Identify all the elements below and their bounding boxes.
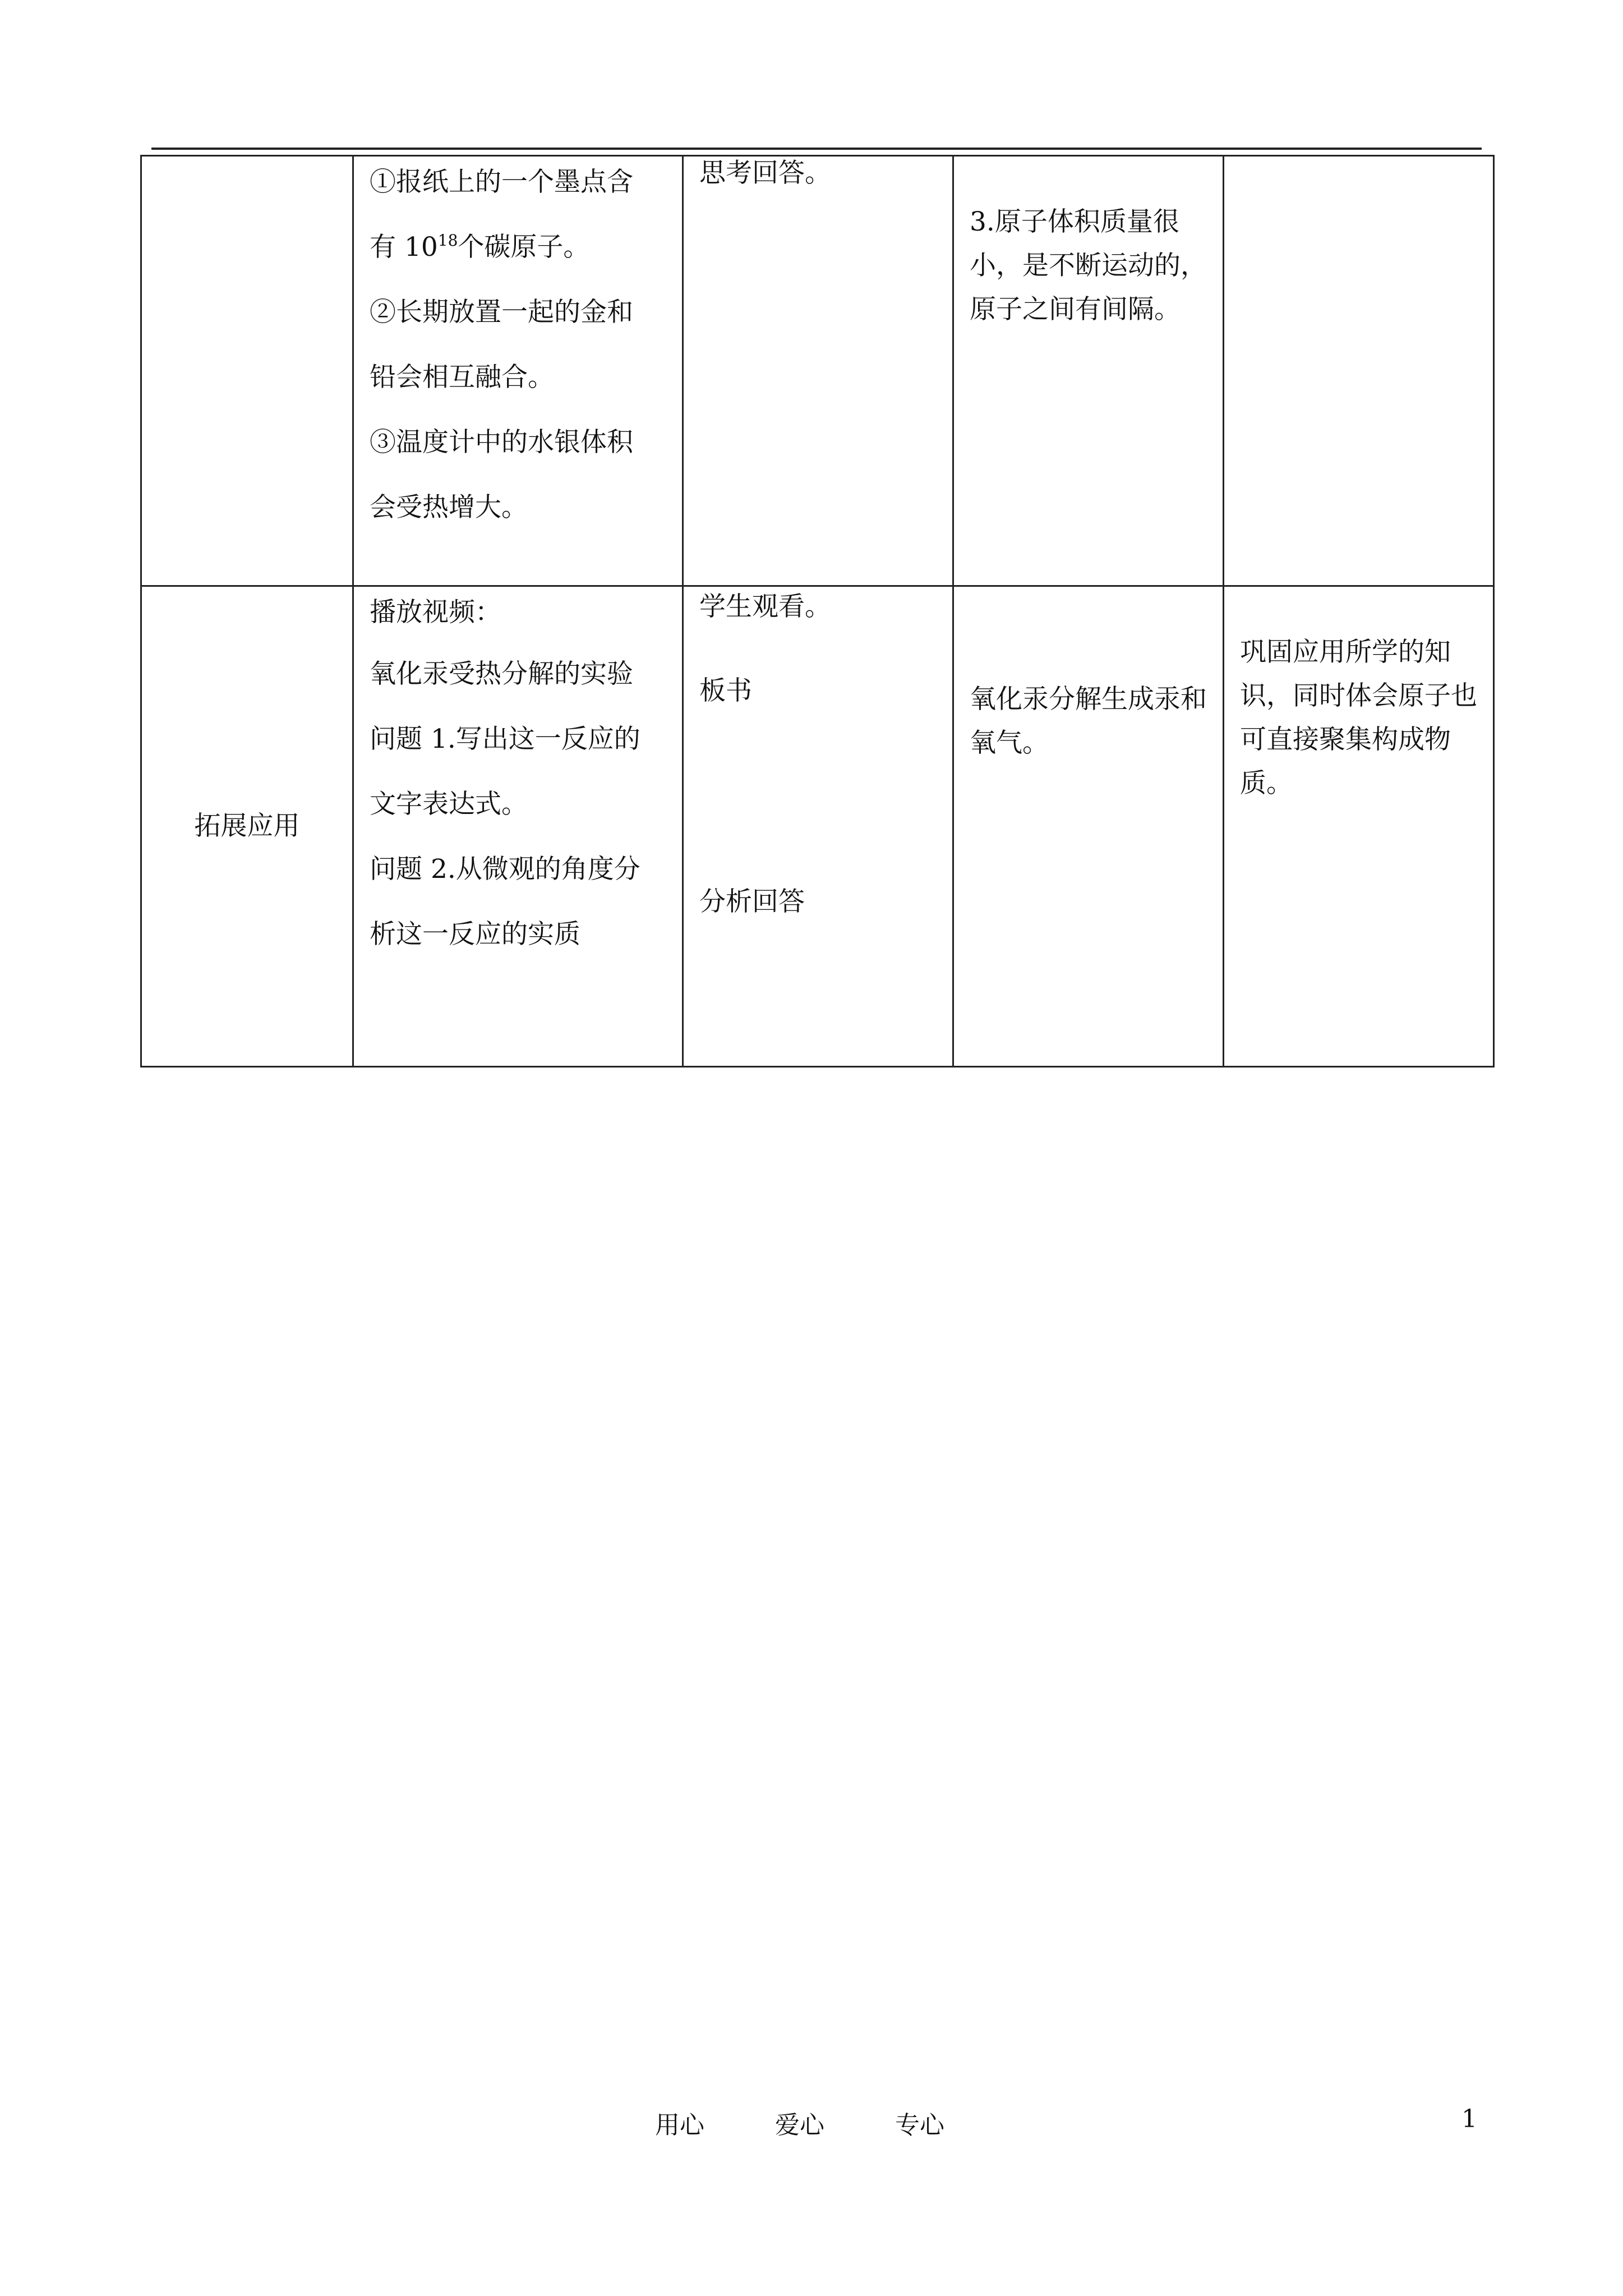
stage-cell: 拓展应用 xyxy=(141,586,353,1067)
summary-cell: 3.原子体积质量很小，是不断运动的，原子之间有间隔。 xyxy=(953,156,1224,586)
teacher-line: 文字表达式。 xyxy=(370,789,528,820)
student-activity-cell xyxy=(683,586,953,1067)
student-line: 分析回答 xyxy=(699,886,805,917)
student-line: 思考回答。 xyxy=(699,158,831,188)
lesson-plan-table xyxy=(140,155,1495,1068)
table-row xyxy=(141,586,1494,1067)
teacher-line: 铅会相互融合。 xyxy=(370,362,554,393)
summary-cell: 氧化汞分解生成汞和氧气。 xyxy=(953,586,1224,1067)
teacher-line: ③温度计中的水银体积 xyxy=(370,427,633,458)
intent-cell xyxy=(1224,156,1494,586)
teacher-activity-cell xyxy=(353,586,683,1067)
footer-motto xyxy=(655,2105,1007,2141)
teacher-line: 播放视频： xyxy=(370,597,501,628)
teacher-line: 会受热增大。 xyxy=(370,492,528,523)
student-activity-cell xyxy=(683,156,953,586)
motto-word: 用心 xyxy=(655,2111,704,2139)
teacher-line: 问题 1.写出这一反应的 xyxy=(370,724,640,754)
teacher-activity-cell xyxy=(353,156,683,586)
teacher-line: 析这一反应的实质 xyxy=(370,919,580,950)
teacher-line: ①报纸上的一个墨点含 xyxy=(370,167,633,197)
intent-cell: 巩固应用所学的知识，同时体会原子也可直接聚集构成物质。 xyxy=(1224,586,1494,1067)
page-number: 1 xyxy=(1461,2105,1477,2133)
student-line: 板书 xyxy=(699,675,752,706)
motto-word: 专心 xyxy=(895,2111,944,2139)
header-rule xyxy=(151,148,1482,150)
teacher-line: 有 $10^{18}$个碳原子。 xyxy=(370,231,590,263)
teacher-line: 氧化汞受热分解的实验 xyxy=(370,659,633,689)
page-footer xyxy=(0,2105,1623,2150)
teacher-line: ②长期放置一起的金和 xyxy=(370,297,633,328)
table-row xyxy=(141,156,1494,586)
teacher-line: 问题 2.从微观的角度分 xyxy=(370,854,640,885)
student-line: 学生观看。 xyxy=(699,591,831,622)
motto-word: 爱心 xyxy=(775,2111,824,2139)
stage-cell xyxy=(141,156,353,586)
